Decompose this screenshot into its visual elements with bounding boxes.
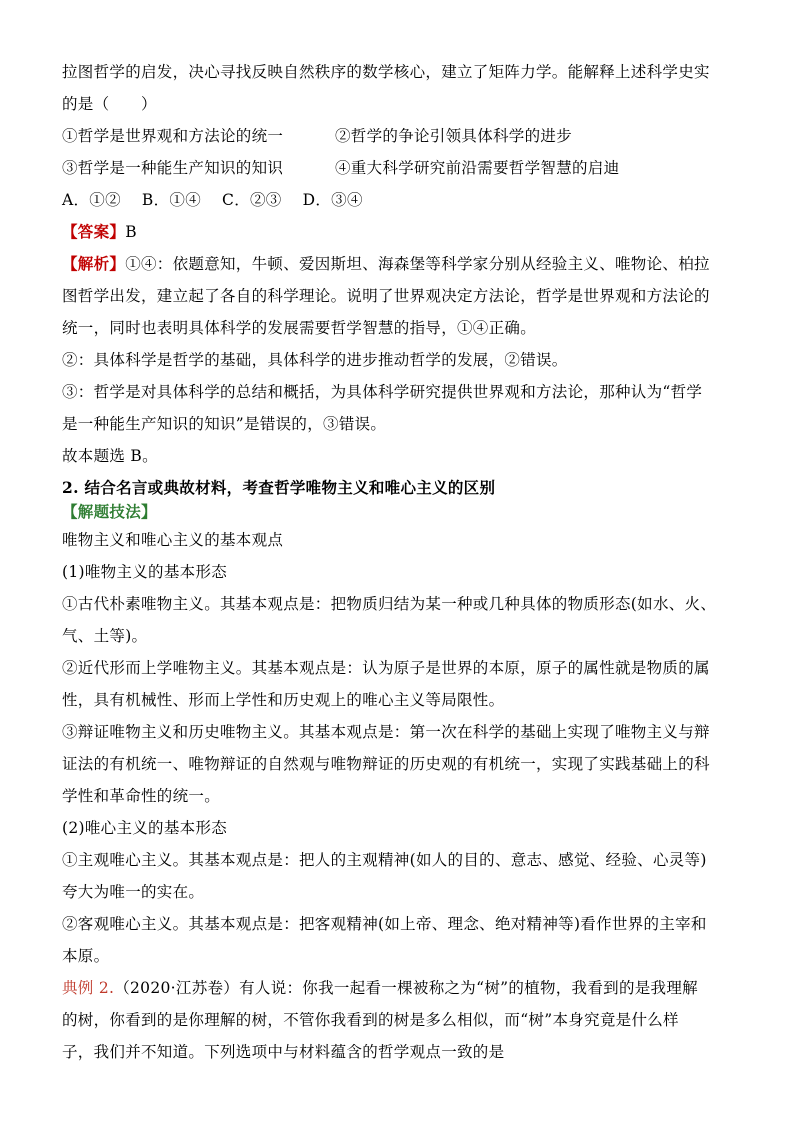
question-stem-line-1: 拉图哲学的启发，决心寻找反映自然秩序的数学核心，建立了矩阵力学。能解释上述科学史实 [62,63,710,81]
analysis-line-5: ③：哲学是对具体科学的总结和概括，为具体科学研究提供世界观和方法论，那种认为“哲学 [62,383,703,401]
example-line-2: 的树，你看到的是你理解的树，不管你我看到的树是多么相似，而“树”本身究竟是什么样 [62,1011,679,1029]
question-stem-line-2: 的是（ ） [62,95,157,113]
analysis-tag: 【解析】 [62,254,126,273]
example-tag: 典例 2. [62,979,115,997]
answer-value: B [125,223,137,241]
analysis-line-6: 是一种能生产知识的知识”是错误的，③错误。 [62,415,387,433]
analysis-text-1: ①④：依题意知，牛顿、爱因斯坦、海森堡等科学家分别从经验主义、唯物论、柏拉 [125,255,710,273]
example-line-1 [62,978,742,998]
example-text-1: 有人说：你我一起看一棵被称之为“树”的植物，我看到的是我理解 [239,979,698,997]
option-3: ③哲学是一种能生产知识的知识 [62,159,284,177]
idealism-2-line-2: 本原。 [62,947,110,965]
analysis-line-1 [62,254,742,274]
materialism-3-line-3: 学性和革命性的统一。 [62,787,221,805]
option-2: ②哲学的争论引领具体科学的进步 [335,127,573,145]
materialism-1-line-1: ①古代朴素唯物主义。其基本观点是：把物质归结为某一种或几种具体的物质形态(如水、火、 [62,595,717,613]
materialism-3-line-2: 证法的有机统一、唯物辩证的自然观与唯物辩证的历史观的有机统一，实现了实践基础上的科 [62,755,710,773]
materialism-1-line-2: 气、土等)。 [62,627,148,645]
tip-tag: 【解题技法】 [62,502,157,521]
idealism-1-line-2: 夸大为唯一的实在。 [62,883,205,901]
subheading-idealism: (2)唯心主义的基本形态 [62,819,228,837]
analysis-line-2: 图哲学出发，建立起了各自的科学理论。说明了世界观决定方法论，哲学是世界观和方法论的 [62,287,710,305]
answer-line [62,222,742,242]
analysis-line-4: ②：具体科学是哲学的基础，具体科学的进步推动哲学的发展，②错误。 [62,351,568,369]
materialism-3-line-1: ③辩证唯物主义和历史唯物主义。其基本观点是：第一次在科学的基础上实现了唯物主义与辩 [62,723,710,741]
materialism-2-line-1: ②近代形而上学唯物主义。其基本观点是：认为原子是世界的本原，原子的属性就是物质的属 [62,659,710,677]
intro-line: 唯物主义和唯心主义的基本观点 [62,531,284,549]
section-heading: 2. 结合名言或典故材料，考查哲学唯物主义和唯心主义的区别 [62,478,496,497]
example-line-3: 子，我们并不知道。下列选项中与材料蕴含的哲学观点一致的是 [62,1043,505,1061]
conclusion-line: 故本题选 B。 [62,447,158,465]
idealism-1-line-1: ①主观唯心主义。其基本观点是：把人的主观精神(如人的目的、意志、感觉、经验、心灵等) [62,851,707,869]
analysis-line-3: 统一，同时也表明具体科学的发展需要哲学智慧的指导，①④正确。 [62,319,537,337]
answer-choices: A．①② B．①④ C．②③ D．③④ [62,191,363,209]
idealism-2-line-1: ②客观唯心主义。其基本观点是：把客观精神(如上帝、理念、绝对精神等)看作世界的主宰和 [62,915,707,933]
example-source: （2020·江苏卷） [114,979,240,997]
option-1: ①哲学是世界观和方法论的统一 [62,127,284,145]
subheading-materialism: (1)唯物主义的基本形态 [62,563,228,581]
option-4: ④重大科学研究前沿需要哲学智慧的启迪 [335,159,620,177]
materialism-2-line-2: 性，具有机械性、形而上学性和历史观上的唯心主义等局限性。 [62,691,505,709]
answer-tag: 【答案】 [62,222,126,241]
